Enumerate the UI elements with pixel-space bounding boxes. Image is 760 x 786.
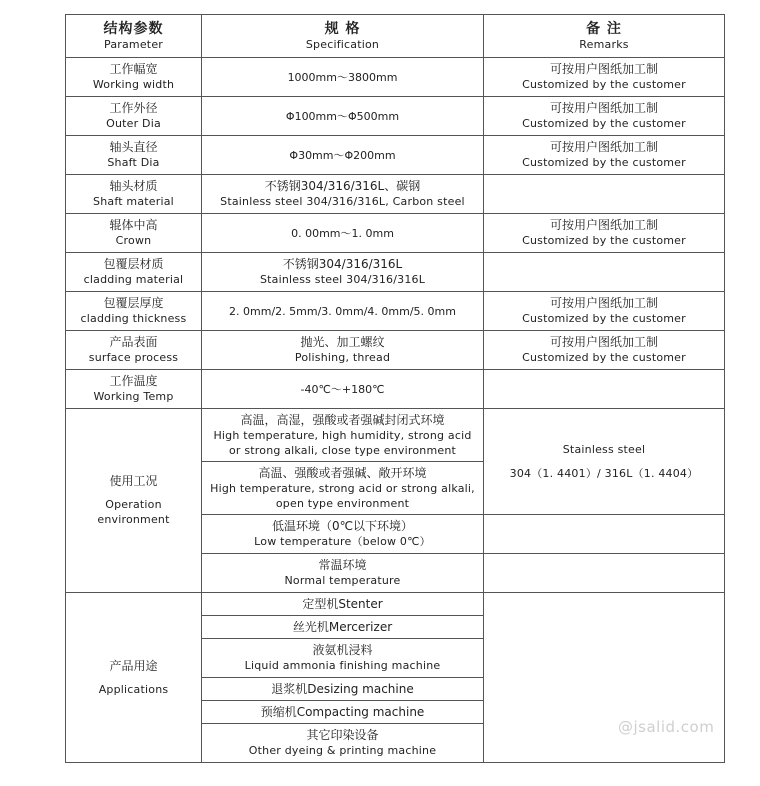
param-cell: 工作温度 Working Temp	[66, 370, 202, 409]
remark-cell: 可按用户图纸加工制 Customized by the customer	[484, 97, 725, 136]
remark-cell-empty	[484, 554, 725, 593]
spec-cell: 低温环境（0℃以下环境） Low temperature（below 0℃）	[202, 515, 484, 554]
watermark: @jsalid.com	[618, 718, 715, 736]
spec-table	[65, 14, 725, 763]
spec-cell: 定型机Stenter	[202, 593, 484, 616]
param-cell: 产品表面 surface process	[66, 331, 202, 370]
table-row	[66, 409, 725, 462]
header-parameter: 结构参数 Parameter	[66, 15, 202, 58]
spec-cell: 退浆机Desizing machine	[202, 678, 484, 701]
param-cell: 工作外径 Outer Dia	[66, 97, 202, 136]
table-row	[66, 136, 725, 175]
remark-cell: 可按用户图纸加工制 Customized by the customer	[484, 331, 725, 370]
spec-cell: 0. 00mm～1. 0mm	[202, 214, 484, 253]
spec-cell: 不锈钢304/316/316L Stainless steel 304/316/316L	[202, 253, 484, 292]
spec-cell: 不锈钢304/316/316L、碳钢 Stainless steel 304/316/316L, Carbon steel	[202, 175, 484, 214]
remark-cell-empty	[484, 253, 725, 292]
param-cell-operation: 使用工况 Operation environment	[66, 409, 202, 593]
spec-cell: 预缩机Compacting machine	[202, 701, 484, 724]
remark-cell-empty	[484, 175, 725, 214]
remark-cell-empty	[484, 515, 725, 554]
param-cell: 包覆层材质 cladding material	[66, 253, 202, 292]
param-cell: 辊体中高 Crown	[66, 214, 202, 253]
spec-cell: 抛光、加工螺纹 Polishing, thread	[202, 331, 484, 370]
table-row	[66, 97, 725, 136]
table-row	[66, 593, 725, 616]
remark-cell: 可按用户图纸加工制 Customized by the customer	[484, 214, 725, 253]
remark-cell-empty	[484, 370, 725, 409]
param-cell-applications: 产品用途 Applications	[66, 593, 202, 763]
table-row	[66, 292, 725, 331]
spec-cell: 2. 0mm/2. 5mm/3. 0mm/4. 0mm/5. 0mm	[202, 292, 484, 331]
spec-cell: 液氨机浸料 Liquid ammonia finishing machine	[202, 639, 484, 678]
spec-cell: -40℃～+180℃	[202, 370, 484, 409]
remark-cell-stainless: Stainless steel 304（1. 4401）/ 316L（1. 4404）	[484, 409, 725, 515]
spec-cell: 常温环境 Normal temperature	[202, 554, 484, 593]
remark-cell: 可按用户图纸加工制 Customized by the customer	[484, 58, 725, 97]
spec-cell: 1000mm～3800mm	[202, 58, 484, 97]
spec-sheet	[65, 14, 724, 763]
param-cell: 包覆层厚度 cladding thickness	[66, 292, 202, 331]
param-cell: 工作幅宽 Working width	[66, 58, 202, 97]
spec-cell: 高温，高湿，强酸或者强碱封闭式环境 High temperature, high humidity, strong acid or strong alkali, close type environment	[202, 409, 484, 462]
table-row	[66, 214, 725, 253]
table-row	[66, 331, 725, 370]
remark-cell: 可按用户图纸加工制 Customized by the customer	[484, 136, 725, 175]
header-specification: 规 格 Specification	[202, 15, 484, 58]
table-row	[66, 370, 725, 409]
remark-cell-empty	[484, 593, 725, 763]
table-row	[66, 58, 725, 97]
param-cell: 轴头材质 Shaft material	[66, 175, 202, 214]
remark-cell: 可按用户图纸加工制 Customized by the customer	[484, 292, 725, 331]
spec-cell: Φ100mm～Φ500mm	[202, 97, 484, 136]
header-remarks: 备 注 Remarks	[484, 15, 725, 58]
spec-cell: Φ30mm～Φ200mm	[202, 136, 484, 175]
spec-cell: 丝光机Mercerizer	[202, 616, 484, 639]
table-row	[66, 253, 725, 292]
spec-cell: 其它印染设备 Other dyeing & printing machine	[202, 724, 484, 763]
spec-cell: 高温、强酸或者强碱、敞开环境 High temperature, strong acid or strong alkali, open type environment	[202, 462, 484, 515]
param-cell: 轴头直径 Shaft Dia	[66, 136, 202, 175]
header-row	[66, 15, 725, 58]
table-row	[66, 175, 725, 214]
